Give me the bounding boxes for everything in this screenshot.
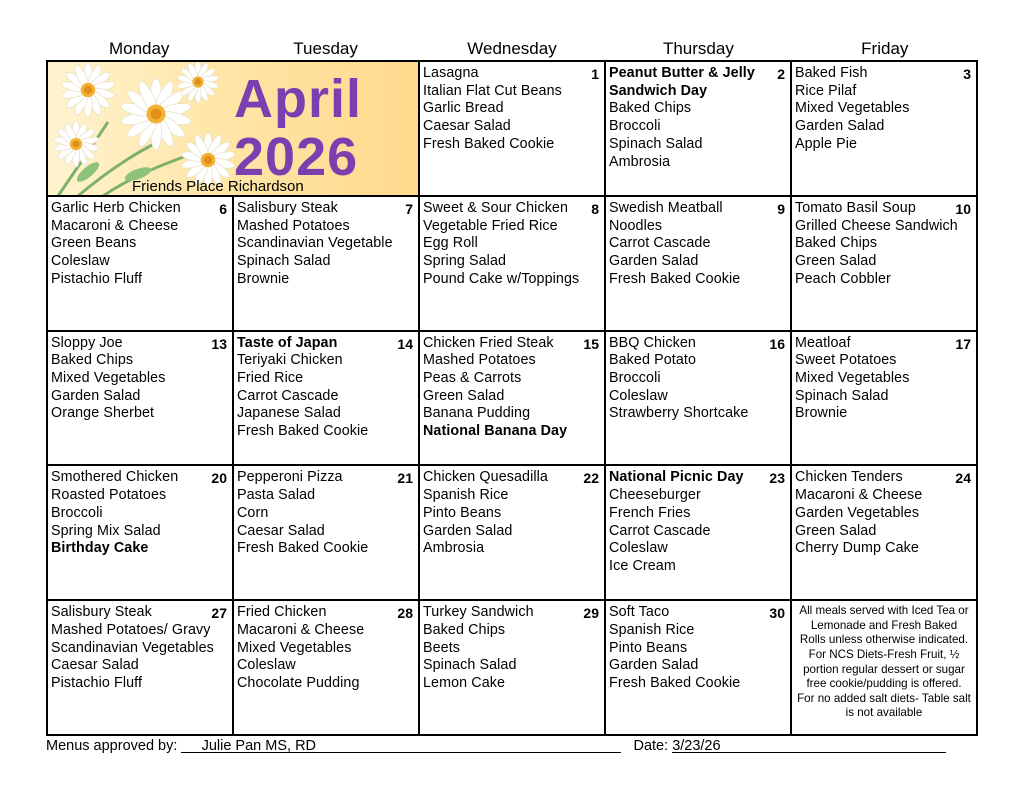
menu-item: Garden Salad [795, 118, 885, 135]
day-header-thursday: Thursday [662, 39, 734, 58]
day-number: 28 [397, 605, 413, 622]
day-cell [606, 332, 792, 467]
menu-list [423, 200, 601, 289]
day-number: 21 [397, 470, 413, 487]
menu-list [795, 65, 973, 154]
menu-item: Fried Chicken [237, 604, 327, 621]
approval-footer [46, 737, 978, 755]
day-cell [234, 601, 420, 736]
menu-item: Chicken Tenders [795, 469, 903, 486]
menu-item: Carrot Cascade [609, 522, 711, 539]
menu-item: Baked Fish [795, 65, 868, 81]
menu-item: Baked Potato [609, 352, 697, 369]
day-number: 1 [591, 66, 599, 82]
menu-item: Fresh Baked Cookie [609, 675, 741, 691]
menu-list [795, 469, 973, 558]
menu-item: Vegetable Fried Rice [423, 217, 558, 234]
menu-item: Caesar Salad [51, 657, 139, 674]
menu-item: Sweet Potatoes [795, 352, 897, 369]
menu-item: Fresh Baked Cookie [609, 270, 741, 287]
menu-item: Coleslaw [237, 657, 296, 674]
menu-item: Pistachio Fluff [51, 270, 143, 287]
menu-list [423, 65, 601, 154]
day-header-tuesday: Tuesday [293, 39, 358, 58]
menu-item: Chocolate Pudding [237, 675, 360, 691]
daisy-flowers-icon [48, 62, 234, 196]
day-cell [792, 466, 978, 601]
menu-item: Scandinavian Vegetable [237, 235, 393, 252]
menu-item: Carrot Cascade [609, 235, 711, 252]
menu-item: BBQ Chicken [609, 334, 696, 351]
day-number: 13 [211, 335, 227, 352]
menu-item: Spinach Salad [423, 657, 517, 674]
menu-item: Mixed Vegetables [51, 370, 166, 386]
menu-item: Corn [237, 504, 269, 521]
meal-note-cell [792, 601, 978, 736]
menu-item: Spinach Salad [609, 135, 703, 152]
day-number: 30 [769, 605, 785, 622]
menu-item: Roasted Potatoes [51, 487, 167, 504]
menu-item: Peas & Carrots [423, 370, 522, 386]
month-banner [48, 62, 420, 197]
day-cell [792, 332, 978, 467]
menu-item: National Picnic Day [609, 469, 744, 486]
menu-item: Mashed Potatoes [423, 352, 536, 369]
menu-item: Japanese Salad [237, 405, 341, 422]
menu-list [237, 604, 415, 693]
menu-item: Macaroni & Cheese [795, 487, 923, 504]
menu-item: Pinto Beans [609, 639, 688, 656]
menu-item: Tomato Basil Soup [795, 199, 916, 216]
menu-list [237, 335, 415, 441]
menu-item: Ambrosia [423, 540, 485, 557]
menu-item: Cherry Dump Cake [795, 540, 919, 557]
day-cell [420, 601, 606, 736]
menu-item: Brownie [795, 405, 848, 422]
day-cell [792, 62, 978, 197]
menu-item: Spring Salad [423, 252, 507, 269]
day-cell [606, 197, 792, 332]
menu-item: Ice Cream [609, 557, 676, 574]
menu-item: Pound Cake w/Toppings [423, 270, 580, 287]
menu-item: Sweet & Sour Chicken [423, 199, 569, 216]
menu-item: Chicken Fried Steak [423, 334, 554, 351]
day-cell [48, 601, 234, 736]
menu-item: Garden Vegetables [795, 504, 920, 521]
menu-item: Broccoli [609, 118, 661, 135]
day-number: 9 [777, 200, 785, 217]
menu-item: Coleslaw [51, 252, 110, 269]
day-number: 3 [963, 66, 971, 82]
day-number: 29 [583, 605, 599, 622]
menu-item: Coleslaw [609, 540, 668, 557]
day-number: 24 [955, 470, 971, 487]
day-number: 10 [955, 200, 971, 217]
day-number: 17 [955, 335, 971, 352]
menu-item: Caesar Salad [423, 118, 511, 135]
menu-list [51, 335, 229, 424]
menu-item: Meatloaf [795, 334, 851, 351]
menu-item: Grilled Cheese Sandwich [795, 217, 958, 234]
day-cell [48, 332, 234, 467]
day-number: 6 [219, 200, 227, 217]
day-cell [606, 62, 792, 197]
day-cell [792, 197, 978, 332]
menu-item: Ambrosia [609, 153, 671, 170]
date-value: 3/23/26 [672, 738, 721, 754]
day-cell [420, 197, 606, 332]
menu-item: Scandinavian Vegetables [51, 639, 214, 656]
menu-item: Apple Pie [795, 135, 858, 152]
menu-item: Green Salad [795, 522, 877, 539]
menu-item: Rice Pilaf [795, 82, 857, 99]
day-cell [420, 62, 606, 197]
day-header-friday: Friday [861, 39, 909, 58]
menu-item: French Fries [609, 504, 691, 521]
day-cell [234, 197, 420, 332]
day-number: 20 [211, 470, 227, 487]
menu-item: Spinach Salad [237, 252, 331, 269]
menu-item: Macaroni & Cheese [51, 217, 179, 234]
menu-item: Chicken Quesadilla [423, 469, 548, 486]
menu-list [609, 469, 787, 575]
menu-item: Broccoli [51, 504, 103, 521]
menu-list [795, 200, 973, 289]
approved-by-line [181, 737, 621, 753]
menu-item: Fresh Baked Cookie [237, 540, 369, 557]
day-number: 14 [397, 335, 413, 352]
menu-item: Spanish Rice [609, 621, 695, 638]
year-title: 2026 [234, 127, 359, 187]
menu-list [609, 604, 787, 693]
menu-item: Green Beans [51, 235, 137, 252]
menu-item: Smothered Chicken [51, 469, 179, 486]
menu-item: Beets [423, 639, 461, 656]
menu-item: Taste of Japan [237, 334, 338, 351]
menu-item: Baked Chips [609, 100, 692, 117]
date-line [672, 737, 946, 753]
menu-item: Egg Roll [423, 235, 478, 252]
menu-item: Salisbury Steak [237, 199, 338, 216]
menu-item: Peach Cobbler [795, 270, 891, 287]
menu-item: Mixed Vegetables [795, 370, 910, 386]
menu-item: Macaroni & Cheese [237, 621, 365, 638]
menu-item: Garden Salad [609, 657, 699, 674]
menu-list [795, 335, 973, 424]
menu-item: Spinach Salad [795, 387, 889, 404]
menu-item: Fried Rice [237, 370, 304, 386]
menu-item: Birthday Cake [51, 540, 149, 557]
menu-item: Italian Flat Cut Beans [423, 82, 562, 99]
menu-item: Mixed Vegetables [795, 100, 910, 117]
day-cell [420, 332, 606, 467]
menu-item: Pasta Salad [237, 487, 316, 504]
approved-label: Menus approved by: [46, 738, 178, 754]
menu-item: Spring Mix Salad [51, 522, 161, 539]
day-number: 27 [211, 605, 227, 622]
day-number: 23 [769, 470, 785, 487]
menu-item: Peanut Butter & Jelly [609, 65, 755, 81]
calendar-grid [46, 60, 978, 736]
menu-item: Spanish Rice [423, 487, 509, 504]
menu-item: Baked Chips [51, 352, 134, 369]
date-label: Date: [633, 738, 669, 754]
month-title: April [234, 69, 363, 129]
facility-name: Friends Place Richardson [132, 177, 304, 195]
menu-item: Mashed Potatoes/ Gravy [51, 621, 211, 638]
menu-item: Garden Salad [609, 252, 699, 269]
menu-item: Garlic Bread [423, 100, 504, 117]
meal-note: All meals served with Iced Tea or Lemonade and Fresh Baked Rolls unless otherwise indicated. For NCS Diets-Fresh Fruit, ½ portion regular dessert or sugar free cookie/pudding is offered. For no added salt diets- Table salt is not available [797, 604, 971, 720]
menu-list [423, 335, 601, 441]
day-header-monday: Monday [108, 39, 170, 58]
menu-item: Green Salad [795, 252, 877, 269]
menu-list [237, 200, 415, 289]
menu-item: Caesar Salad [237, 522, 325, 539]
day-number: 16 [769, 335, 785, 352]
menu-list [51, 200, 229, 289]
menu-item: Soft Taco [609, 604, 670, 621]
menu-item: Cheeseburger [609, 487, 701, 504]
menu-item: Pepperoni Pizza [237, 469, 343, 486]
menu-item: Noodles [609, 217, 663, 234]
menu-item: Garlic Herb Chicken [51, 199, 181, 216]
menu-list [51, 604, 229, 693]
menu-item: National Banana Day [423, 423, 568, 440]
day-cell [606, 601, 792, 736]
menu-item: Fresh Baked Cookie [423, 135, 555, 152]
day-number: 8 [591, 200, 599, 217]
menu-item: Brownie [237, 270, 290, 287]
day-cell [48, 197, 234, 332]
day-cell [234, 332, 420, 467]
menu-item: Salisbury Steak [51, 604, 152, 621]
menu-item: Garden Salad [423, 522, 513, 539]
menu-item: Broccoli [609, 370, 661, 386]
menu-list [51, 469, 229, 558]
menu-item: Strawberry Shortcake [609, 405, 749, 422]
menu-list [609, 200, 787, 289]
menu-item: Banana Pudding [423, 405, 531, 422]
menu-item: Mixed Vegetables [237, 639, 352, 656]
day-number: 7 [405, 200, 413, 217]
menu-item: Coleslaw [609, 387, 668, 404]
day-cell [234, 466, 420, 601]
menu-item: Teriyaki Chicken [237, 352, 343, 369]
day-cell [420, 466, 606, 601]
menu-item: Baked Chips [795, 235, 878, 252]
day-cell [48, 466, 234, 601]
day-cell [606, 466, 792, 601]
menu-item: Orange Sherbet [51, 405, 155, 422]
day-header-wednesday: Wednesday [467, 39, 557, 58]
menu-item: Pistachio Fluff [51, 675, 143, 691]
menu-item: Sandwich Day [609, 82, 708, 99]
menu-item: Fresh Baked Cookie [237, 423, 369, 440]
menu-item: Carrot Cascade [237, 387, 339, 404]
menu-item: Lemon Cake [423, 675, 506, 691]
menu-item: Green Salad [423, 387, 505, 404]
menu-item: Turkey Sandwich [423, 604, 534, 621]
menu-list [237, 469, 415, 558]
menu-list [609, 65, 787, 171]
day-number: 22 [583, 470, 599, 487]
menu-item: Lasagna [423, 65, 479, 81]
approved-by: Julie Pan MS, RD [201, 738, 317, 754]
menu-list [609, 335, 787, 424]
menu-item: Sloppy Joe [51, 334, 123, 351]
day-number: 2 [777, 66, 785, 82]
day-number: 15 [583, 335, 599, 352]
menu-list [423, 469, 601, 558]
menu-item: Garden Salad [51, 387, 141, 404]
weekday-header [46, 38, 978, 60]
menu-item: Swedish Meatball [609, 199, 723, 216]
menu-item: Mashed Potatoes [237, 217, 350, 234]
menu-list [423, 604, 601, 693]
menu-item: Pinto Beans [423, 504, 502, 521]
menu-item: Baked Chips [423, 621, 506, 638]
